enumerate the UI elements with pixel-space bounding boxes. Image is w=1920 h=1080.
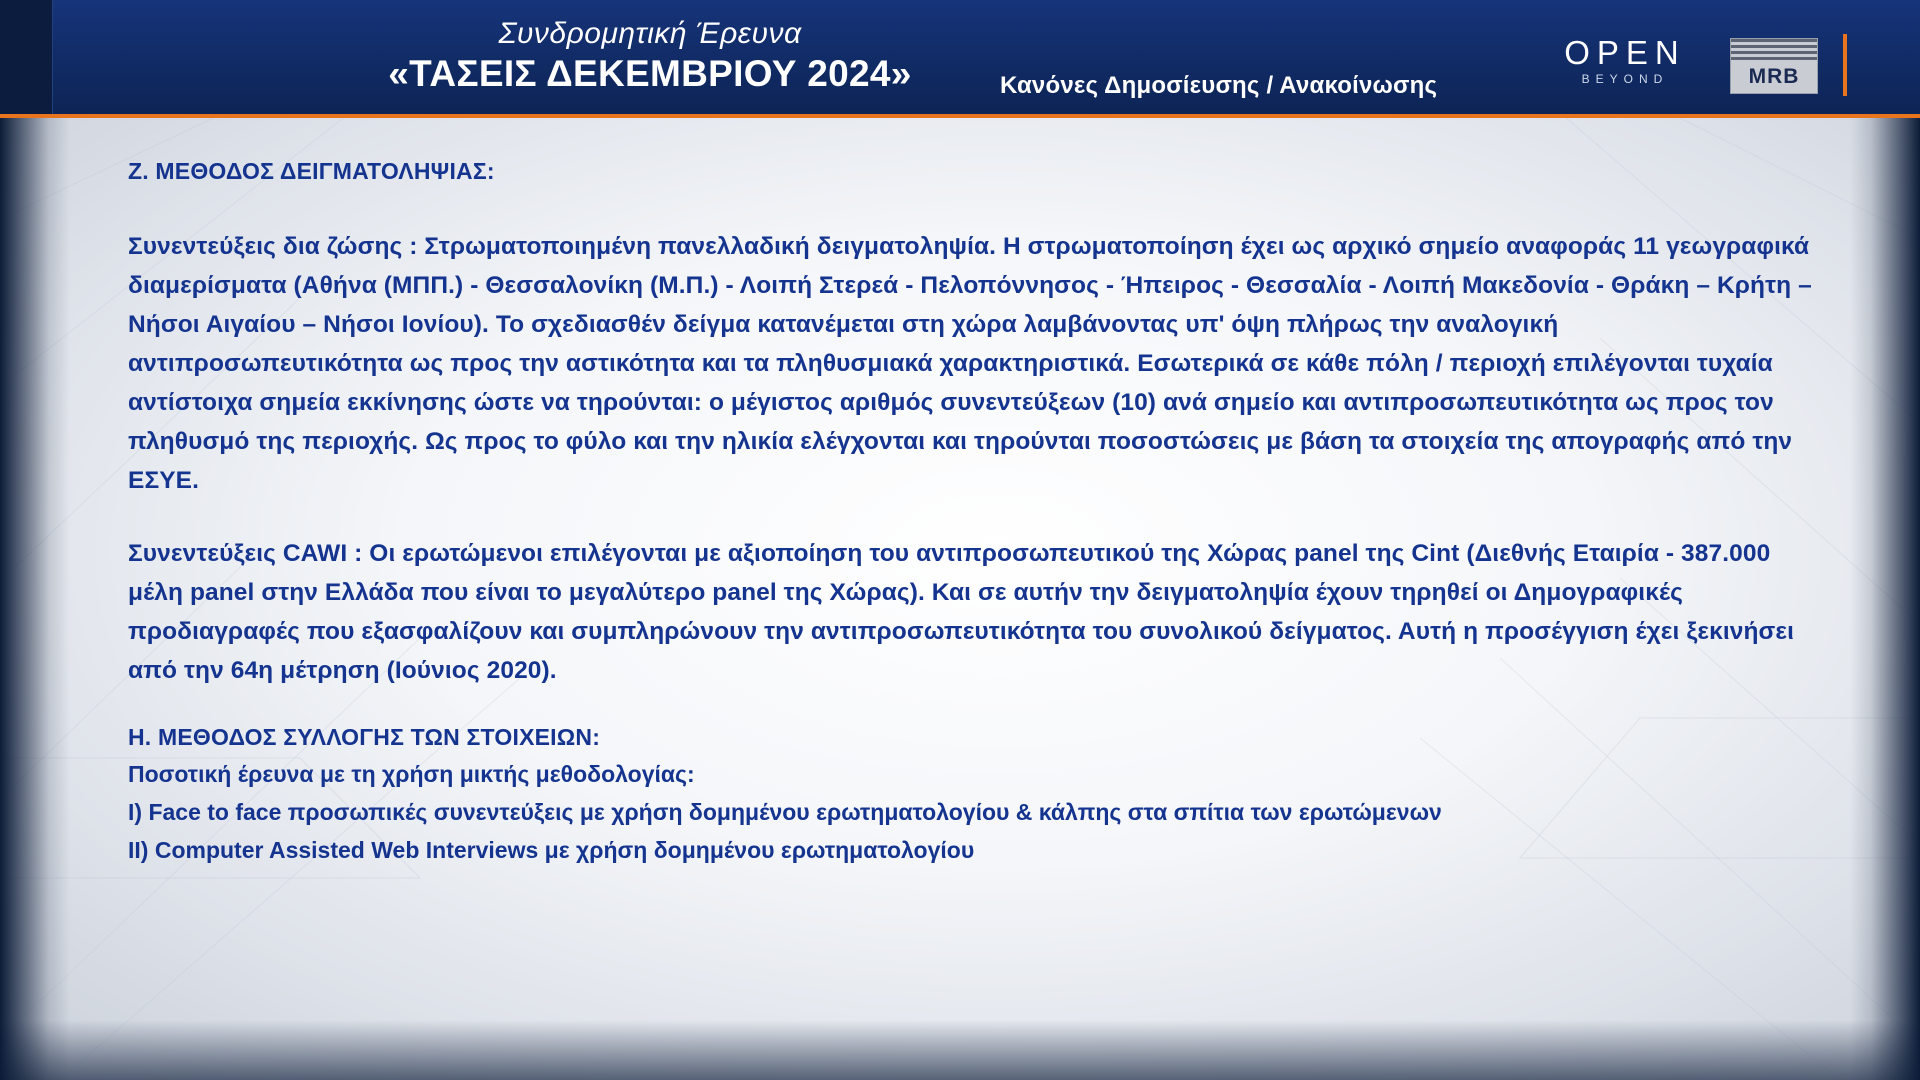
open-logo-sub: BEYOND — [1581, 72, 1669, 86]
header-title-line2: «ΤΑΣΕΙΣ ΔΕΚΕΜΒΡΙΟΥ 2024» — [388, 53, 912, 94]
section-g-cawi-paragraph: Συνεντεύξεις CAWI : Οι ερωτώμενοι επιλέγονται με αξιοποίηση του αντιπροσωπευτικού της Χώρας panel της Cint (Διεθνής Εταιρία - 387.000 μέλη panel στην Ελλάδα που είναι το μεγαλύτερο panel της Χώρας). Και σε αυτήν την δειγματοληψία έχουν τηρηθεί οι Δημογραφικές προδιαγραφές που εξασφαλίζουν και συμπληρώνουν την αντιπροσωπευτικότητα του συνολικού δείγματος. Αυτή η προσέγγιση έχει ξεκινήσει από την 64η μέτρηση (Ιούνιος 2020). — [128, 540, 1795, 684]
bottom-edge-shade — [0, 1020, 1920, 1080]
mrb-logo-text: MRB — [1748, 65, 1800, 88]
open-logo-word: OPEN — [1564, 34, 1686, 71]
spacer — [128, 690, 1828, 724]
section-g-face-to-face-paragraph: Συνεντεύξεις δια ζώσης : Στρωματοποιημένη πανελλαδική δειγματοληψία. Η στρωματοποίηση έχει ως αρχικό σημείο αναφοράς 11 γεωγραφικά διαμερίσματα (Αθήνα (ΜΠΠ.) - Θεσσαλονίκη (Μ.Π.) - Λοιπή Στερεά - Πελοπόννησος - Ήπειρος - Θεσσαλία - Λοιπή Μακεδονία - Θράκη – Κρήτη – Νήσοι Αιγαίου – Νήσοι Ιονίου). Το σχεδιασθέν δείγμα κατανέμεται στη χώρα λαμβάνοντας υπ' όψη πλήρως την αναλογική αντιπροσωπευτικότητα ως προς την αστικότητα και τα πληθυσμιακά χαρακτηριστικά. Εσωτερικά σε κάθε πόλη / περιοχή επιλέγονται τυχαία αντίστοιχα σημεία εκκίνησης ώστε να τηρούνται: ο μέγιστος αριθμός συνεντεύξεων (10) ανά σημείο και αντιπροσωπευτικότητα ως προς τον πληθυσμό της περιοχής. Ως προς το φύλο και την ηλικία ελέγχονται και τηρούνται ποσοστώσεις με βάση τα στοιχεία της απογραφής από την ΕΣΥΕ. — [128, 233, 1812, 494]
slide-content — [128, 158, 1828, 869]
header-title-block — [330, 16, 970, 96]
header-subtitle: Κανόνες Δημοσίευσης / Ανακοίνωσης — [1000, 72, 1438, 99]
mrb-logo-stripes — [1731, 39, 1817, 61]
slide-header — [0, 0, 1920, 118]
spacer — [128, 189, 1828, 227]
header-title-line1: Συνδρομητική Έρευνα — [498, 17, 802, 50]
right-edge-shade — [1850, 118, 1920, 1080]
open-beyond-logo — [1550, 36, 1700, 88]
slide-body — [0, 118, 1920, 1080]
header-left-accent-block — [0, 0, 53, 114]
section-h-method-i: I) Face to face προσωπικές συνεντεύξεις με χρήση δομημένου ερωτηματολογίου & κάλπης στα σπίτια των ερωτώμενων — [128, 799, 1442, 825]
spacer — [128, 500, 1828, 534]
left-edge-shade — [0, 118, 70, 1080]
section-h-method-ii: II) Computer Assisted Web Interviews με χρήση δομημένου ερωτηματολογίου — [128, 837, 975, 863]
section-g-heading: Ζ. ΜΕΘΟΔΟΣ ΔΕΙΓΜΑΤΟΛΗΨΙΑΣ: — [128, 158, 495, 184]
header-orange-divider — [1843, 34, 1847, 96]
section-h-heading: Η. ΜΕΘΟΔΟΣ ΣΥΛΛΟΓΗΣ ΤΩΝ ΣΤΟΙΧΕΙΩΝ: — [128, 724, 601, 750]
section-h-intro-line: Ποσοτική έρευνα με τη χρήση μικτής μεθοδολογίας: — [128, 761, 695, 787]
mrb-logo — [1730, 38, 1818, 94]
